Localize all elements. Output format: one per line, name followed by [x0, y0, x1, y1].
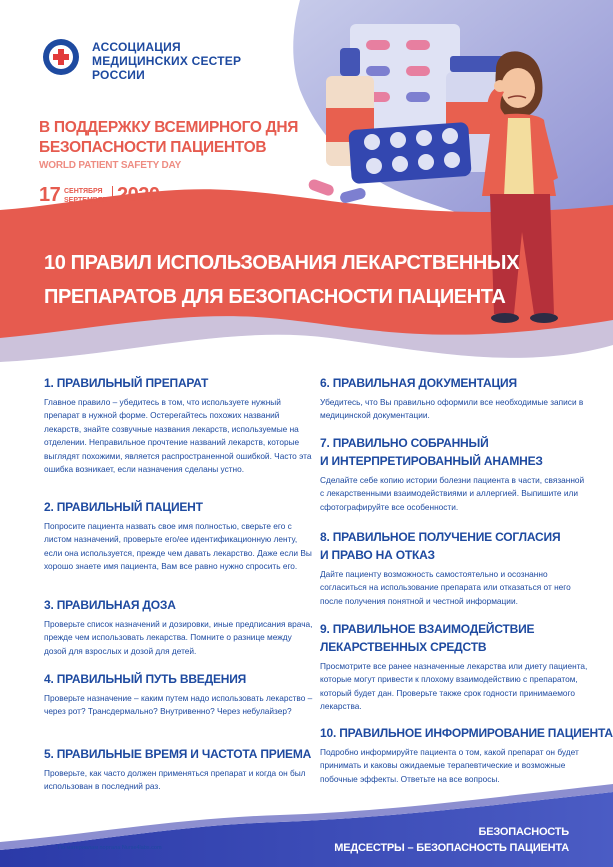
title-line: 10 ПРАВИЛ ИСПОЛЬЗОВАНИЯ ЛЕКАРСТВЕННЫХ [44, 252, 520, 274]
rule-heading: 8. ПРАВИЛЬНОЕ ПОЛУЧЕНИЕ СОГЛАСИЯ [320, 530, 561, 544]
round-pills-sheet-icon [348, 122, 471, 184]
rule-text: Проверьте список назначений и дозировки, иные предписания врача, прежде чем использовать лекарства. Помните о разнице между дозой для взрослых и дозой для детей. [44, 619, 313, 656]
support-heading [39, 118, 298, 158]
org-name-line: РОССИИ [92, 68, 145, 82]
slogan-line: МЕДСЕСТРЫ – БЕЗОПАСНОСТЬ ПАЦИЕНТА [334, 842, 569, 854]
rule-heading: 10. ПРАВИЛЬНОЕ ИНФОРМИРОВАНИЕ ПАЦИЕНТА [320, 726, 613, 740]
organization-name [92, 40, 241, 82]
world-patient-safety-day: WORLD PATIENT SAFETY DAY [39, 160, 182, 171]
rule-heading: И ИНТЕРПРЕТИРОВАННЫЙ АНАМНЕЗ [320, 454, 543, 468]
rule-heading: ЛЕКАРСТВЕННЫХ СРЕДСТВ [320, 640, 487, 654]
rule-text: Попросите пациента назвать свое имя полностью, сверьте его с листом назначений, проверьте его/ее идентификационную ленту, если она используется, прежде чем давать лекарство. Даже если Вы хорошо знаете имя пациента, Вам все равно нужно спросить его. [44, 521, 312, 572]
rule-6 [320, 374, 590, 423]
rule-4 [44, 670, 314, 719]
rule-heading: 7. ПРАВИЛЬНО СОБРАННЫЙ [320, 436, 489, 450]
support-line: В ПОДДЕРЖКУ ВСЕМИРНОГО ДНЯ [39, 119, 299, 136]
rule-text: Главное правило – убедитесь в том, что используете нужный препарат в нужной форме. Остерегайтесь похожих названий лекарств, знайте созвучные названия лекарств, используемые на отделении. Неправильное прочтение названий лекарств, которые выглядят похожими, является распространенной ошибкой. Часто эта ошибка возникает, если назначения сделаны устно. [44, 397, 312, 475]
rule-text: Проверьте назначение – каким путем надо использовать лекарство – через рот? Трансдермально? Внутривенно? Через небулайзер? [44, 693, 313, 717]
title-line: ПРЕПАРАТОВ ДЛЯ БЕЗОПАСНОСТИ ПАЦИЕНТА [44, 286, 506, 308]
footer-slogan [334, 824, 569, 856]
rule-text: Сделайте себе копию истории болезни пациента в части, связанной с лекарственными взаимодействиями и аллергией. Выпишите или сфотографируйте все особенности. [320, 475, 585, 512]
rule-heading: 6. ПРАВИЛЬНАЯ ДОКУМЕНТАЦИЯ [320, 376, 517, 390]
date-month-ru: СЕНТЯБРЯ [64, 188, 103, 195]
source-note: По материалам портала Nurse4labs.com [58, 845, 162, 851]
rule-heading: 1. ПРАВИЛЬНЫЙ ПРЕПАРАТ [44, 376, 209, 390]
rule-9 [320, 620, 590, 714]
rule-text: Проверьте, как часто должен применяться препарат и когда он был использован в последний раз. [44, 768, 306, 792]
rule-1 [44, 374, 314, 476]
main-title [44, 246, 520, 314]
rule-3 [44, 596, 314, 658]
rule-heading: 2. ПРАВИЛЬНЫЙ ПАЦИЕНТ [44, 500, 203, 514]
rule-heading: И ПРАВО НА ОТКАЗ [320, 548, 435, 562]
rule-heading: 4. ПРАВИЛЬНЫЙ ПУТЬ ВВЕДЕНИЯ [44, 672, 247, 686]
date-month-en: SEPTEMBER [64, 197, 108, 204]
date-month [64, 187, 108, 205]
rule-2 [44, 498, 314, 574]
org-name-line: МЕДИЦИНСКИХ СЕСТЕР [92, 54, 242, 68]
rule-5 [44, 745, 314, 794]
org-name-line: АССОЦИАЦИЯ [92, 40, 181, 54]
association-logo [42, 38, 80, 76]
rule-text: Дайте пациенту возможность самостоятельно и осознанно согласиться на использование препарата или отказаться от него после получения понятной и честной информации. [320, 569, 571, 606]
slogan-line: БЕЗОПАСНОСТЬ [478, 826, 569, 838]
capsule-icon [339, 187, 367, 204]
support-line: БЕЗОПАСНОСТИ ПАЦИЕНТОВ [39, 139, 267, 156]
rule-text: Просмотрите все ранее назначенные лекарства или диету пациента, которые могут привести к плохому взаимодействию с препаратом, который будет дан. Проверьте также срок годности принимаемого лекарства. [320, 661, 588, 712]
rule-heading: 3. ПРАВИЛЬНАЯ ДОЗА [44, 598, 176, 612]
rule-text: Подробно информируйте пациента о том, какой препарат он будет принимать и каковы ожидаемые терапевтические и возможные побочные эффекты. Ответьте на все вопросы. [320, 747, 579, 784]
capsule-icon [307, 178, 335, 197]
rule-text: Убедитесь, что Вы правильно оформили все необходимые записи в медицинской документации. [320, 397, 584, 421]
date-separator [112, 186, 113, 205]
rule-7 [320, 434, 590, 514]
rule-heading: 5. ПРАВИЛЬНЫЕ ВРЕМЯ И ЧАСТОТА ПРИЕМА [44, 747, 312, 761]
date-day: 17 [39, 184, 61, 206]
date-year: 2020 [117, 184, 160, 206]
rule-8 [320, 528, 590, 608]
rule-heading: 9. ПРАВИЛЬНОЕ ВЗАИМОДЕЙСТВИЕ [320, 622, 535, 636]
rule-10 [320, 724, 613, 786]
